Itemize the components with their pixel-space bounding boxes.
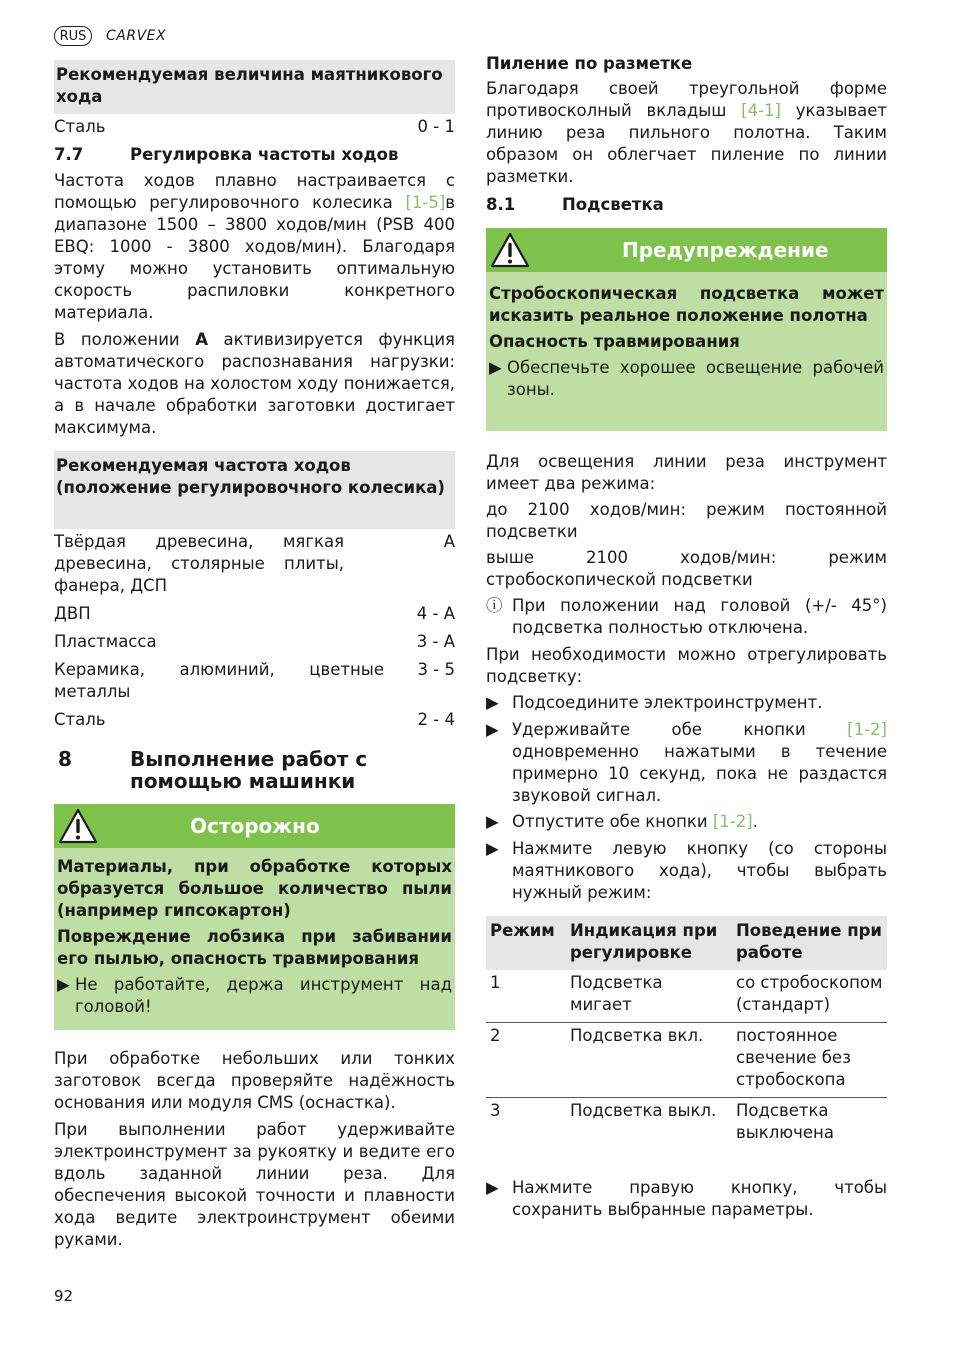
step-text	[512, 692, 887, 714]
section-number: 7.7	[54, 145, 84, 164]
caution-body	[54, 848, 455, 1030]
table-cell: Подсветка вкл.	[566, 1023, 732, 1098]
warning-header	[486, 228, 887, 272]
warning-triangle-icon	[58, 808, 98, 844]
row-value: 4 - A	[416, 604, 455, 623]
info-icon: ⓘ	[486, 596, 503, 615]
text: Отпустите обе кнопки	[512, 812, 713, 831]
row-value: A	[443, 532, 455, 551]
figure-ref: [1-2]	[712, 812, 753, 831]
table-row	[486, 1098, 887, 1151]
step-text	[512, 838, 887, 904]
language-badge: RUS	[54, 26, 92, 46]
info-note	[486, 595, 887, 639]
caution-title: Осторожно	[190, 814, 320, 838]
row-value: 0 - 1	[417, 117, 455, 136]
material-row	[54, 531, 455, 597]
light-modes-table	[486, 916, 887, 1150]
play-bullet-icon: ▶	[486, 839, 499, 858]
table-cell: постоянное свечение без стробоскопа	[732, 1023, 887, 1098]
row-label: Сталь	[54, 117, 106, 136]
row-label: Сталь	[54, 710, 106, 729]
step-item	[486, 811, 887, 833]
text: Частота ходов плавно настраивается с помощью регулировочного колесика	[54, 171, 455, 212]
marking-paragraph	[486, 78, 887, 188]
figure-ref: [1-5]	[405, 193, 446, 212]
figure-ref: [1-2]	[847, 720, 887, 739]
row-label: Керамика, алюминий, цветные металлы	[54, 660, 384, 701]
table-cell: 1	[486, 970, 566, 1023]
row-label: Твёрдая древесина, мягкая древесина, столярные плиты, фанера, ДСП	[54, 532, 344, 595]
section-title: Подсветка	[562, 195, 664, 214]
step-text	[512, 811, 887, 833]
info-text: При положении над головой (+/- 45°) подсветка полностью отключена.	[512, 596, 887, 637]
material-row	[54, 631, 455, 653]
play-bullet-icon: ▶	[489, 358, 502, 377]
light-modes-paragraph: Для освещения линии реза инструмент имеет два режима:	[486, 452, 887, 493]
section-8-1-heading	[486, 194, 887, 216]
row-value: 3 - 5	[417, 660, 455, 679]
step-item	[486, 1177, 887, 1221]
step-item	[486, 838, 887, 904]
column-header: Режим	[486, 916, 566, 970]
table-row	[486, 1023, 887, 1098]
warning-title: Предупреждение	[622, 238, 829, 262]
row-label: ДВП	[54, 604, 91, 623]
play-bullet-icon: ▶	[57, 975, 70, 994]
stroke-rate-paragraph	[54, 170, 455, 324]
material-row	[54, 603, 455, 625]
warning-consequence-text: Опасность травмирования	[489, 332, 740, 351]
step-item	[486, 692, 887, 714]
section-number: 8	[58, 747, 72, 771]
table-header-row	[486, 916, 887, 970]
recommended-stroke-title: Рекомендуемая частота ходов (положение регулировочного колесика)	[56, 456, 445, 497]
warning-triangle-icon	[490, 232, 530, 268]
section-number: 8.1	[486, 195, 516, 214]
warning-hazard-text: Стробоскопическая подсветка может исказить реальное положение полотна	[489, 284, 884, 325]
text: Нажмите левую кнопку (со стороны маятникового хода), чтобы выбрать нужный режим:	[512, 839, 887, 902]
above-2100-paragraph: выше 2100 ходов/мин: режим стробоскопической подсветки	[486, 548, 887, 589]
auto-load-paragraph	[54, 329, 455, 439]
brand-name: CARVEX	[106, 28, 167, 44]
recommended-stroke-box	[54, 451, 455, 529]
row-label: Пластмасса	[54, 632, 157, 651]
table-cell: Подсветка выкл.	[570, 1101, 717, 1120]
table-cell: Подсветка выключена	[736, 1101, 834, 1142]
caution-action-text: Не работайте, держа инструмент над головой!	[75, 975, 452, 1016]
table-cell: 3	[490, 1101, 501, 1120]
section-title: Выполнение работ с помощью машинки	[130, 747, 368, 793]
marking-heading: Пиление по разметке	[486, 54, 693, 73]
row-value: 3 - A	[416, 632, 455, 651]
section-title: Регулировка частоты ходов	[130, 145, 399, 164]
workpiece-paragraph: При обработке небольших или тонких заготовок всегда проверяйте надёжность основания или модуля CMS (оснастка).	[54, 1049, 455, 1112]
text: Удерживайте обе кнопки	[512, 720, 848, 739]
recommended-pendulum-title: Рекомендуемая величина маятникового хода	[56, 65, 443, 106]
adjust-paragraph: При необходимости можно отрегулировать подсветку:	[486, 645, 887, 686]
text: Благодаря своей треугольной форме противосколный вкладыш	[486, 79, 887, 120]
figure-ref: [4-1]	[741, 101, 781, 120]
text: Подсоедините электроинструмент.	[512, 693, 823, 712]
warning-action-text: Обеспечьте хорошее освещение рабочей зоны.	[507, 358, 884, 399]
warning-body	[486, 272, 887, 431]
position-label: A	[195, 330, 208, 349]
text: .	[752, 812, 758, 831]
text: в диапазоне 1500 – 3800 ходов/мин (PSB 400 EBQ: 1000 - 3800 ходов/мин). Благодаря этому можно установить оптимальную скорость распиловки конкретного материала.	[54, 193, 455, 322]
caution-header	[54, 804, 455, 848]
play-bullet-icon: ▶	[486, 720, 499, 739]
play-bullet-icon: ▶	[486, 812, 499, 831]
column-header: Индикация при регулировке	[566, 916, 732, 970]
play-bullet-icon: ▶	[486, 1178, 499, 1197]
row-value: 2 - 4	[417, 710, 455, 729]
text: указывает линию реза пильного полотна. Таким образом он облегчает пиление по линии разметки.	[486, 101, 887, 186]
table-cell: со стробоскопом (стандарт)	[732, 970, 887, 1023]
recommended-pendulum-box	[54, 60, 455, 114]
step-text: Нажмите правую кнопку, чтобы сохранить выбранные параметры.	[512, 1178, 887, 1219]
caution-hazard-text: Материалы, при обработке которых образуется большое количество пыли (например гипсокартон)	[57, 857, 452, 920]
upto-2100-paragraph: до 2100 ходов/мин: режим постоянной подсветки	[486, 500, 887, 541]
step-text	[512, 719, 887, 807]
warning-action	[489, 357, 884, 401]
caution-consequence-text: Повреждение лобзика при забивании его пылью, опасность травмирования	[57, 927, 452, 968]
section-7-7-heading	[54, 144, 455, 166]
material-row	[54, 659, 455, 703]
page-number: 92	[54, 1287, 74, 1305]
play-bullet-icon: ▶	[486, 693, 499, 712]
text: одновременно нажатыми в течение примерно 10 секунд, пока не раздастся звуковой сигнал.	[512, 742, 887, 805]
text: В положении	[54, 330, 196, 349]
step-item	[486, 719, 887, 807]
table-row	[486, 970, 887, 1023]
column-header: Поведение при работе	[732, 916, 887, 970]
table-cell: Подсветка мигает	[566, 970, 732, 1023]
caution-action	[57, 974, 452, 1018]
handling-paragraph: При выполнении работ удерживайте электроинструмент за рукоятку и ведите его вдоль заданной линии реза. Для обеспечения высокой точности и плавности хода ведите электроинструмент обеими руками.	[54, 1120, 455, 1249]
text: активизируется функция автоматического распознавания нагрузки: частота ходов на холостом ходу понижается, а в начале обработки заготовки достигает максимума.	[54, 330, 455, 437]
steel-pendulum-row	[54, 116, 455, 138]
table-cell: 2	[486, 1023, 566, 1098]
material-row	[54, 709, 455, 731]
